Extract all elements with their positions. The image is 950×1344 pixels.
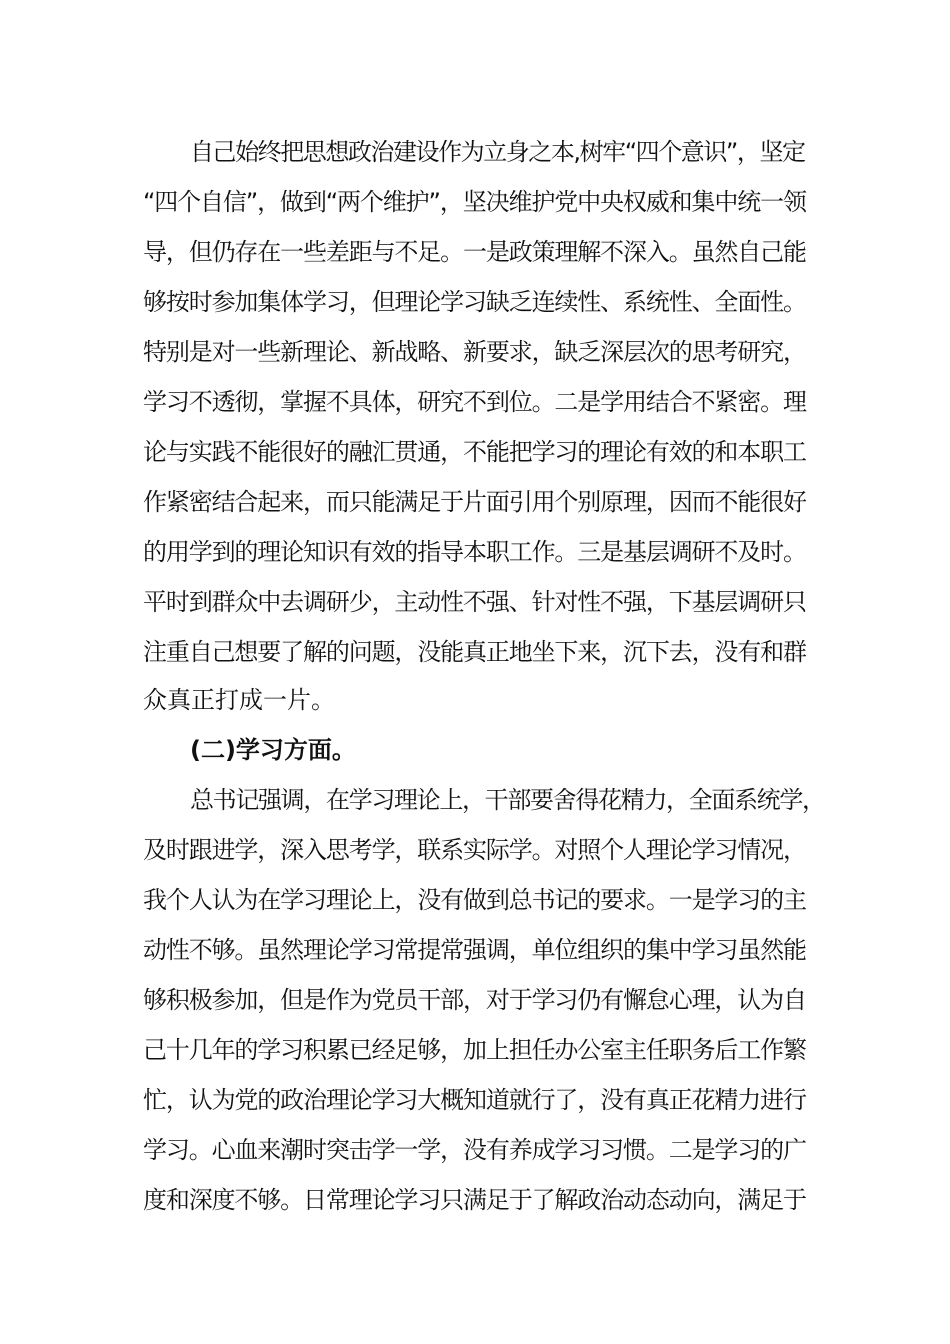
paragraph-2-line-5: 够积极参加，但是作为党员干部，对于学习仍有懈怠心理，认为自 <box>143 986 806 1014</box>
paragraph-1-line-2: “四个自信”，做到“两个维护”，坚决维护党中央权威和集中统一领 <box>143 188 806 216</box>
paragraph-1-line-4: 够按时参加集体学习，但理论学习缺乏连续性、系统性、全面性。 <box>143 288 806 316</box>
paragraph-1-line-11: 注重自己想要了解的问题，没能真正地坐下来，沉下去，没有和群 <box>143 638 806 666</box>
paragraph-2-line-3: 我个人认为在学习理论上，没有做到总书记的要求。一是学习的主 <box>143 886 806 914</box>
section-heading: (二)学习方面。 <box>190 736 356 764</box>
paragraph-2-line-7: 忙，认为党的政治理论学习大概知道就行了，没有真正花精力进行 <box>143 1086 806 1114</box>
paragraph-1-line-12: 众真正打成一片。 <box>143 686 335 714</box>
paragraph-2-line-9: 度和深度不够。日常理论学习只满足于了解政治动态动向，满足于 <box>143 1186 806 1214</box>
paragraph-1-line-8: 作紧密结合起来，而只能满足于片面引用个别原理，因而不能很好 <box>143 488 806 516</box>
paragraph-1-line-7: 论与实践不能很好的融汇贯通，不能把学习的理论有效的和本职工 <box>143 438 806 466</box>
paragraph-2-line-2: 及时跟进学，深入思考学，联系实际学。对照个人理论学习情况， <box>143 836 806 864</box>
paragraph-1-line-3: 导，但仍存在一些差距与不足。一是政策理解不深入。虽然自己能 <box>143 238 806 266</box>
paragraph-1-line-1: 自己始终把思想政治建设作为立身之本,树牢“四个意识”，坚定 <box>190 138 805 166</box>
paragraph-1-line-10: 平时到群众中去调研少，主动性不强、针对性不强，下基层调研只 <box>143 588 806 616</box>
paragraph-2-line-1: 总书记强调，在学习理论上，干部要舍得花精力，全面系统学， <box>190 786 825 814</box>
paragraph-2-line-6: 己十几年的学习积累已经足够，加上担任办公室主任职务后工作繁 <box>143 1036 806 1064</box>
paragraph-1-line-5: 特别是对一些新理论、新战略、新要求，缺乏深层次的思考研究， <box>143 338 806 366</box>
paragraph-1-line-9: 的用学到的理论知识有效的指导本职工作。三是基层调研不及时。 <box>143 538 806 566</box>
paragraph-1-line-6: 学习不透彻，掌握不具体，研究不到位。二是学用结合不紧密。理 <box>143 388 806 416</box>
paragraph-2-line-4: 动性不够。虽然理论学习常提常强调，单位组织的集中学习虽然能 <box>143 936 806 964</box>
paragraph-2-line-8: 学习。心血来潮时突击学一学，没有养成学习习惯。二是学习的广 <box>143 1136 806 1164</box>
